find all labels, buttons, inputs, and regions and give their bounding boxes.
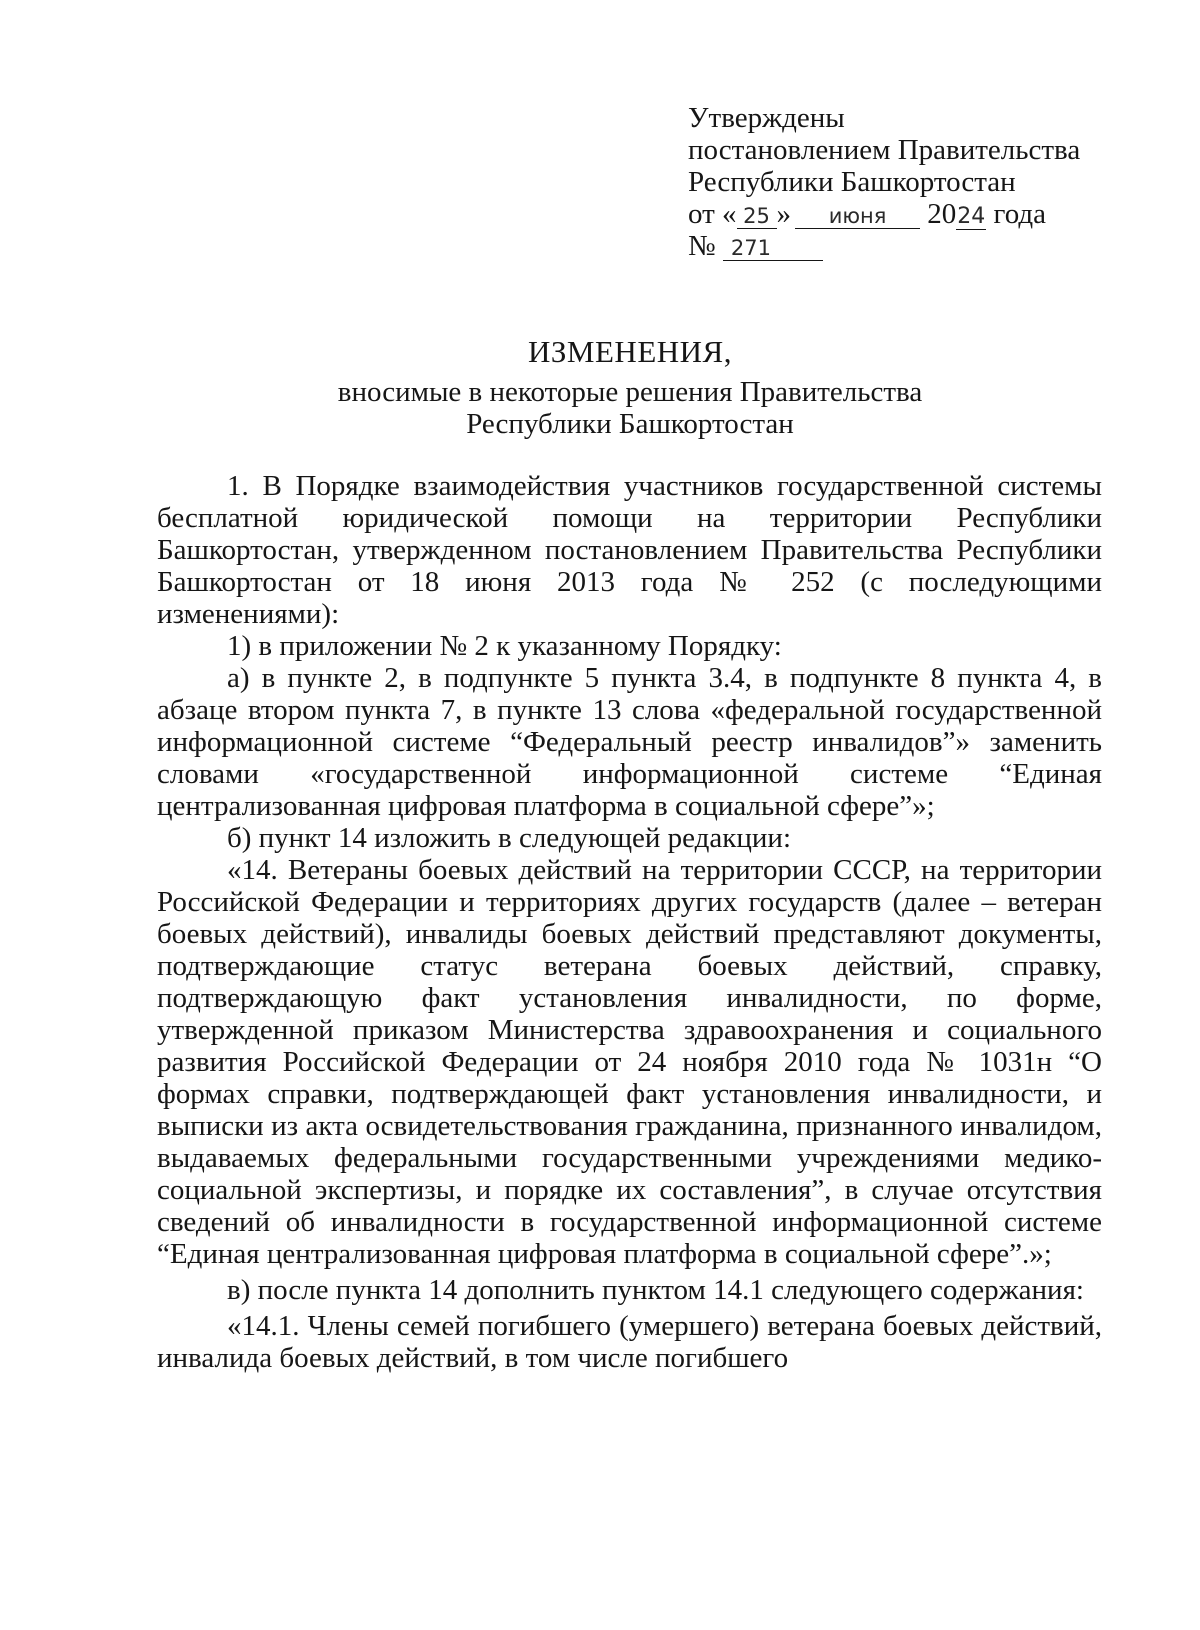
approval-line-3: Республики Башкортостан — [688, 166, 1016, 198]
date-year-prefix: 20 — [927, 198, 957, 230]
paragraph-2: 1) в приложении № 2 к указанному Порядку: — [227, 630, 782, 662]
date-mid: » — [776, 198, 792, 230]
approval-line-2: постановлением Правительства — [688, 134, 1081, 166]
title-block — [160, 336, 1100, 440]
paragraph-4: б) пункт 14 изложить в следующей редакции: — [227, 822, 791, 854]
approval-block — [688, 102, 1108, 262]
approval-date-line — [688, 198, 1108, 230]
number-prefix: № — [688, 230, 723, 262]
paragraph-3: а) в пункте 2, в подпункте 5 пункта 3.4, в подпункте 8 пункта 4, в абзаце втором пункта 7, в пункте 13 слова «федеральной государственной информационной системе “Федеральный реестр инвалидов”» заменить словами «государственной информационной системе “Единая централизованная цифровая платформа в социальной сфере”»; — [157, 662, 1102, 822]
approval-line-1: Утверждены — [688, 102, 845, 134]
document-title: ИЗМЕНЕНИЯ, — [528, 334, 732, 369]
date-month: июня — [795, 204, 920, 229]
date-year-suffix: 24 — [957, 204, 986, 229]
document-number: 271 — [723, 236, 823, 261]
date-suffix: года — [986, 198, 1047, 230]
document-subtitle-2: Республики Башкортостан — [466, 408, 794, 440]
date-day: 25 — [737, 204, 777, 229]
paragraph-1: 1. В Порядке взаимодействия участников государственной системы бесплатной юридической помощи на территории Республики Башкортостан, утвержденном постановлением Правительства Республики Башкортостан от 18 июня 2013 года № 252 (с последующими изменениями): — [157, 470, 1102, 630]
document-subtitle-1: вносимые в некоторые решения Правительства — [337, 376, 923, 408]
date-prefix: от « — [688, 198, 737, 230]
approval-number-line — [688, 230, 1108, 262]
paragraph-6: в) после пункта 14 дополнить пунктом 14.1 следующего содержания: — [227, 1274, 1084, 1306]
document-body — [157, 470, 1102, 1374]
paragraph-7: «14.1. Члены семей погибшего (умершего) ветерана боевых действий, инвалида боевых действий, в том числе погибшего — [157, 1310, 1102, 1374]
paragraph-5: «14. Ветераны боевых действий на территории СССР, на территории Российской Федерации и территориях других государств (далее – ветеран боевых действий), инвалиды боевых действий представляют документы, подтверждающие статус ветерана боевых действий, справку, подтверждающую факт установления инвалидности, по форме, утвержденной приказом Министерства здравоохранения и социального развития Российской Федерации от 24 ноября 2010 года № 1031н “О формах справки, подтверждающей факт установления инвалидности, и выписки из акта освидетельствования гражданина, признанного инвалидом, выдаваемых федеральными государственными учреждениями медико-социальной экспертизы, и порядке их составления”, в случае отсутствия сведений об инвалидности в государственной информационной системе “Единая централизованная цифровая платформа в социальной сфере”.»; — [157, 854, 1102, 1270]
